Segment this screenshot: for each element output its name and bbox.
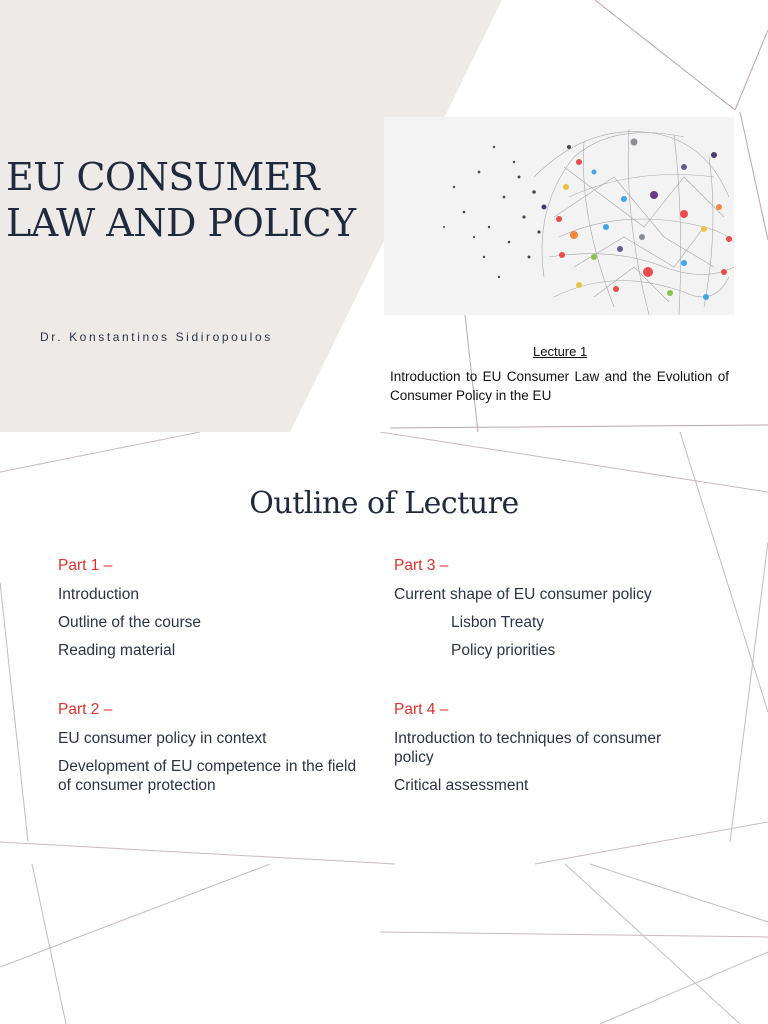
presentation-title [6, 154, 356, 246]
outline-item: Development of EU competence in the field of consumer protection [58, 758, 357, 794]
outline-item: Outline of the course [58, 614, 202, 631]
title-line-1: EU CONSUMER [6, 155, 320, 199]
outline-item: Introduction [58, 586, 139, 603]
network-globe-image [384, 117, 734, 315]
author-name: Dr. Konstantinos Sidiropoulos [40, 330, 273, 344]
outline-item: Critical assessment [394, 777, 529, 794]
outline-item: Reading material [58, 642, 176, 659]
part-heading: Part 2 – [58, 701, 113, 718]
part-4-section [394, 701, 694, 804]
part-3-section [394, 557, 694, 669]
part-heading: Part 3 – [394, 557, 449, 574]
outline-subitem: Policy priorities [451, 642, 556, 659]
outline-item: Introduction to techniques of consumer policy [394, 730, 662, 766]
decorative-line [390, 425, 768, 428]
lecture-description: Introduction to EU Consumer Law and the Evolution of Consumer Policy in the EU [390, 369, 729, 403]
part-heading: Part 1 – [58, 557, 113, 574]
outline-item: EU consumer policy in context [58, 730, 267, 747]
decorative-line [740, 112, 768, 240]
part-2-section [58, 701, 368, 804]
part-heading: Part 4 – [394, 701, 449, 718]
outline-subitem: Lisbon Treaty [451, 614, 545, 631]
outline-item: Current shape of EU consumer policy [394, 586, 652, 603]
outline-title: Outline of Lecture [249, 486, 519, 521]
part-1-section [58, 557, 358, 669]
decorative-line [595, 0, 735, 110]
decorative-line [735, 30, 768, 110]
title-line-2: LAW AND POLICY [6, 201, 356, 245]
title-slide [0, 0, 768, 432]
lecture-number: Lecture 1 [533, 344, 588, 359]
